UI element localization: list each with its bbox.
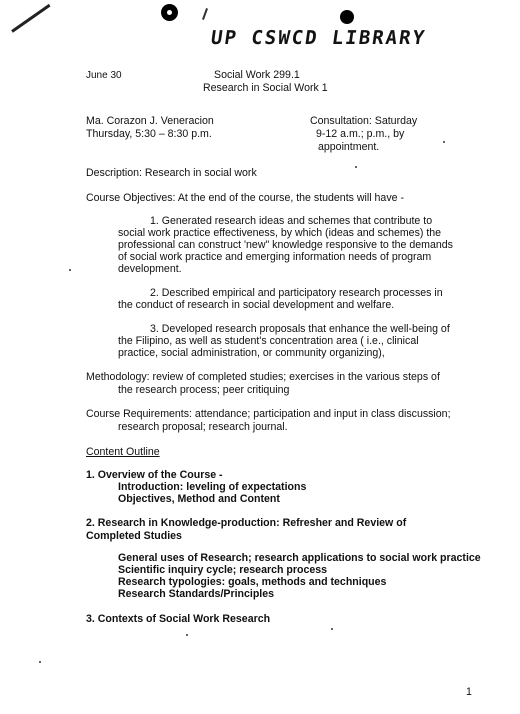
scan-speck	[39, 661, 41, 663]
scan-speck	[69, 269, 71, 271]
scan-mark	[11, 4, 50, 33]
objective-1-line-5: development.	[118, 263, 182, 275]
stamp-mark	[202, 8, 208, 20]
objective-2-line-1: 2. Described empirical and participatory research processes in	[150, 287, 443, 299]
requirements-line-1: Course Requirements: attendance; participation and input in class discussion;	[86, 408, 451, 420]
consultation-line-1: Consultation: Saturday	[310, 115, 418, 127]
objective-1-line-1: 1. Generated research ideas and schemes that contribute to	[150, 215, 433, 227]
instructor-name: Ma. Corazon J. Veneracion	[86, 115, 214, 127]
scan-speck	[355, 166, 357, 168]
outline-2-item-1: General uses of Research; research applications to social work practice	[118, 552, 481, 564]
outline-2-item-4: Research Standards/Principles	[118, 588, 275, 600]
objective-1-line-3: professional can construct 'new" knowledge responsive to the demands	[118, 239, 453, 251]
course-code: Social Work 299.1	[214, 69, 300, 81]
objective-1-line-4: of social work practice and emerging information needs of program	[118, 251, 432, 263]
outline-2-title-line-2: Completed Studies	[86, 530, 182, 542]
outline-2-item-2: Scientific inquiry cycle; research process	[118, 564, 328, 576]
scan-speck	[331, 628, 333, 630]
instructor-schedule: Thursday, 5:30 – 8:30 p.m.	[86, 128, 212, 140]
outline-1-title: 1. Overview of the Course -	[86, 469, 223, 481]
requirements-line-2: research proposal; research journal.	[118, 421, 288, 433]
objective-3-line-2: the Filipino, as well as student's concentration area ( i.e., clinical	[118, 335, 419, 347]
objective-3-line-3: practice, social administration, or community organizing),	[118, 347, 385, 359]
description: Description: Research in social work	[86, 167, 257, 179]
hole-punch-left-center	[167, 10, 172, 15]
scan-speck	[443, 141, 445, 143]
methodology-line-1: Methodology: review of completed studies; exercises in the various steps of	[86, 371, 440, 383]
outline-2-item-3: Research typologies: goals, methods and techniques	[118, 576, 387, 588]
objective-1-line-2: social work practice effectiveness, by which (ideas and schemes) the	[118, 227, 442, 239]
outline-3-title: 3. Contexts of Social Work Research	[86, 613, 271, 625]
objective-2-line-2: the conduct of research in social development and welfare.	[118, 299, 395, 311]
hole-punch-right	[340, 10, 354, 24]
outline-1-item-1: Introduction: leveling of expectations	[118, 481, 307, 493]
consultation-line-3: appointment.	[318, 141, 380, 153]
methodology-line-2: the research process; peer critiquing	[118, 384, 290, 396]
outline-1-item-2: Objectives, Method and Content	[118, 493, 280, 505]
scan-speck	[186, 634, 188, 636]
outline-2-title-line-1: 2. Research in Knowledge-production: Refresher and Review of	[86, 517, 407, 529]
objective-3-line-1: 3. Developed research proposals that enhance the well-being of	[150, 323, 450, 335]
course-objectives-intro: Course Objectives: At the end of the course, the students will have -	[86, 192, 404, 204]
library-stamp: UP CSWCD LIBRARY	[209, 27, 428, 49]
page-number: 1	[466, 686, 472, 698]
content-outline-heading: Content Outline	[86, 446, 160, 458]
consultation-line-2: 9-12 a.m.; p.m., by	[316, 128, 405, 140]
course-title: Research in Social Work 1	[203, 82, 328, 94]
date: June 30	[86, 70, 122, 81]
